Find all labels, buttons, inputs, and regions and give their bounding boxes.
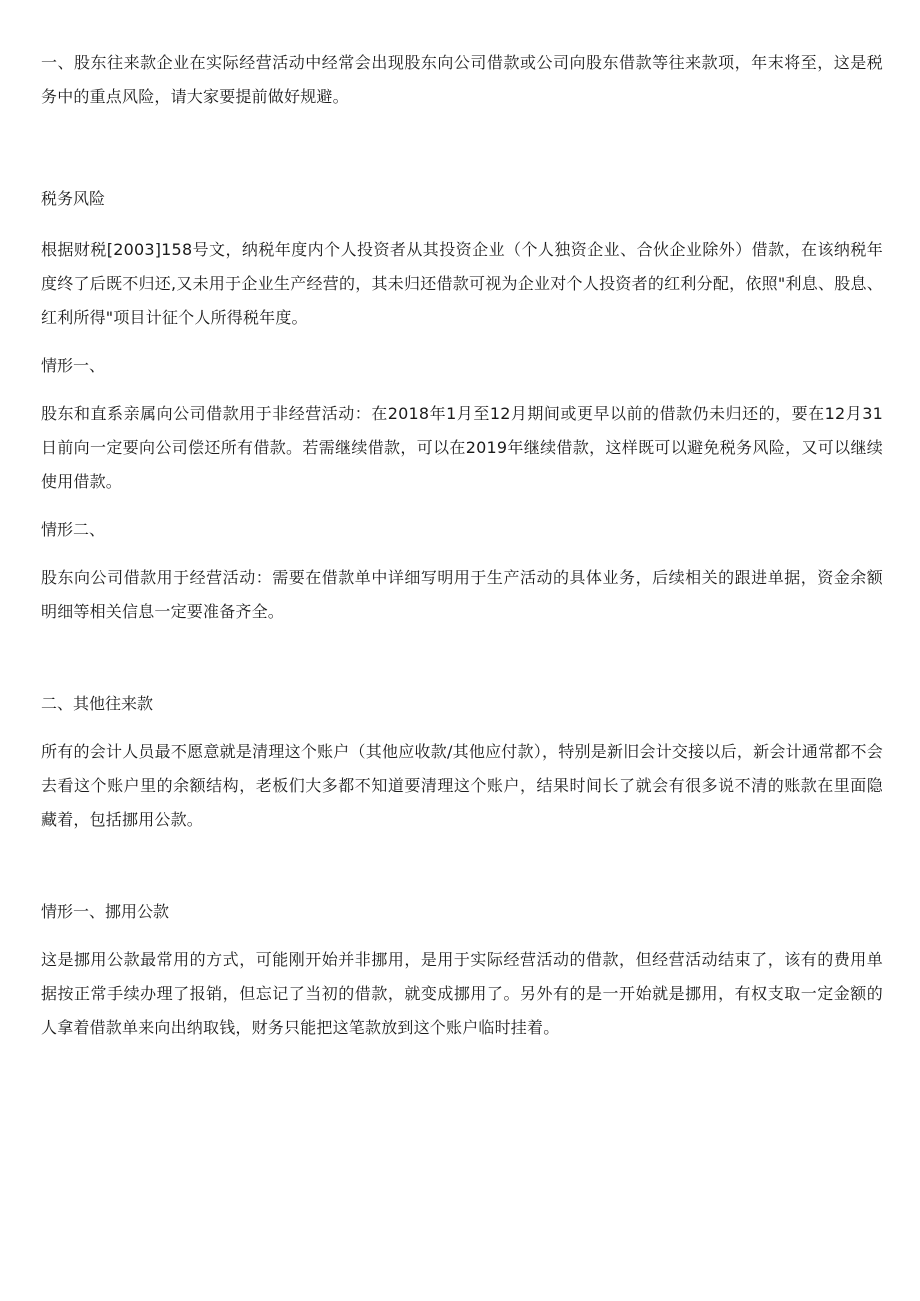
spacer [41,335,883,349]
case1-paragraph: 股东和直系亲属向公司借款用于非经营活动：在2018年1月至12月期间或更早以前的借款仍未归还的，要在12月31日前向一定要向公司偿还所有借款。若需继续借款，可以在2019年继续借款，这样既可以避免税务风险，又可以继续使用借款。 [41,404,883,491]
spacer [41,114,883,182]
spacer [41,629,883,687]
spacer [41,721,883,735]
section2-paragraph: 所有的会计人员最不愿意就是清理这个账户（其他应收款/其他应付款），特别是新旧会计交接以后，新会计通常都不会去看这个账户里的余额结构，老板们大多都不知道要清理这个账户，结果时间长了就会有很多说不清的账款在里面隐藏着，包括挪用公款。 [41,742,883,829]
case2-paragraph: 股东向公司借款用于经营活动：需要在借款单中详细写明用于生产活动的具体业务，后续相关的跟进单据，资金余额明细等相关信息一定要准备齐全。 [41,568,883,621]
embezzle-case-paragraph: 这是挪用公款最常用的方式，可能刚开始并非挪用，是用于实际经营活动的借款，但经营活动结束了，该有的费用单据按正常手续办理了报销，但忘记了当初的借款，就变成挪用了。另外有的是一开始就是挪用，有权支取一定金额的人拿着借款单来向出纳取钱，财务只能把这笔款放到这个账户临时挂着。 [41,950,883,1037]
spacer [41,216,883,233]
document-page [41,46,883,1045]
spacer [41,837,883,895]
tax-risk-heading: 税务风险 [41,189,106,208]
spacer [41,547,883,561]
section2-heading: 二、其他往来款 [41,694,154,713]
spacer [41,499,883,513]
case2-heading: 情形二、 [41,520,106,539]
embezzle-case-heading: 情形一、挪用公款 [41,902,170,921]
section1-intro-paragraph: 一、股东往来款企业在实际经营活动中经常会出现股东向公司借款或公司向股东借款等往来款项，年末将至，这是税务中的重点风险，请大家要提前做好规避。 [41,53,883,106]
spacer [41,929,883,943]
case1-heading: 情形一、 [41,356,106,375]
tax-risk-paragraph: 根据财税[2003]158号文，纳税年度内个人投资者从其投资企业（个人独资企业、合伙企业除外）借款，在该纳税年度终了后既不归还,又未用于企业生产经营的，其未归还借款可视为企业对个人投资者的红利分配，依照"利息、股息、红利所得"项目计征个人所得税年度。 [41,240,883,327]
spacer [41,383,883,397]
